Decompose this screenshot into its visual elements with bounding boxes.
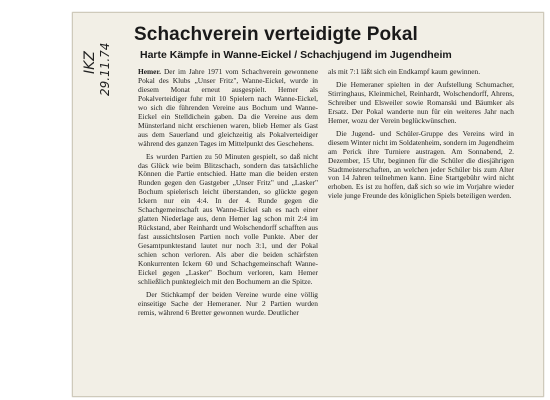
article-paragraph-text: Der im Jahre 1971 vom Schachverein gewonnene Pokal des Klubs „Unser Fritz", Wanne-Eickel, wurde in diesem Monat erneut ausgespielt. Hemer als Pokalverteidiger fuhr mit 10 Spielern nach Wanne-Eickel, wo sich die führenden Vereine aus Bochum und Wanne-Eickel ein Stelldichein gaben. Da die Vereine aus dem Münsterland nicht erschienen waren, blieb Hemer als Gast aus dem Sauerland und gleichzeitig als Pokalverteidiger während des ganzen Tages im Mittelpunkt des Geschehens. bbox=[138, 67, 318, 148]
article-paragraph: als mit 7:1 läßt sich ein Endkampf kaum gewinnen. bbox=[328, 67, 481, 76]
handwritten-annotation bbox=[76, 30, 116, 102]
article-paragraph bbox=[138, 68, 318, 149]
article-dateline: Hemer. bbox=[138, 67, 161, 76]
handwritten-source: IKZ bbox=[82, 51, 98, 74]
article-paragraph: Der Stichkampf der beiden Vereine wurde eine völlig einseitige Sache der Hemeraner. Nur 2 Partien wurden remis, während 6 Bretter gewonnen wurde. Deutlicher bbox=[138, 289, 318, 317]
article-paragraph: Die Hemeraner spielten in der Aufstellung Schumacher, Stirringhaus, Kleinmichel, Reinhardt, Wolschendorff, Ahrens, Schreiber und Elsweiler sowie Romanski und Bäumker als Ersatz. Der Pokal wanderte nun für ein weiteres Jahr nach Hemer, wozu der Verein beglückwünschen. bbox=[328, 79, 514, 125]
article-right-column bbox=[328, 68, 514, 205]
article-headline: Schachverein verteidigte Pokal bbox=[134, 24, 418, 45]
article-subheadline: Harte Kämpfe in Wanne-Eickel / Schachjugend im Jugendheim bbox=[140, 49, 452, 61]
handwritten-date: 29.11.74 bbox=[98, 42, 112, 96]
article-paragraph: Die Jugend- und Schüler-Gruppe des Vereins wird in diesem Winter nicht im Soldatenheim, sondern im Jugendheim am Perick ihre Turniere austragen. Am Sonnabend, 2. Dezember, 15 Uhr, beginnen für die Schüler die diesjährigen Stadtmeisterschaften, an welchen jeder Schüler bis zum Alter von 14 Jahren teilnehmen kann. Eine Startgebühr wird nicht erhoben. Es ist zu hoffen, daß sich so wie im Vorjahre wieder viele junge Freunde des königlichen Spiels beteiligen werden. bbox=[328, 128, 514, 201]
article-left-column bbox=[138, 68, 318, 322]
article-paragraph: Es wurden Partien zu 50 Minuten gespielt, so daß nicht das Glück wie beim Blitzschach, sondern das tatsächliche Können die Partie entschied. Hatte man die beiden ersten Runden gegen den Gastgeber „Unser Fritz" und „Lasker" Bochum spielerisch leicht überstanden, so glückte gegen Ickern nur ein 4:4. In der 4. Runde gegen die Schachgemeinschaft aus Wanne-Eickel sah es nach einer glatten Niederlage aus, denn Hemer lag schon mit 2:4 im Rückstand, aber Reinhardt und Wolschendorff schafften aus fast aussichtslosen Partien noch volle Punkte. Aber der Gesamtpunktestand lautet nur noch 3:1, und der Pokal schien schon verloren. Als aber die beiden schärfsten Konkurrenten Ickern 60 und Schachgemeinschaft Wanne-Eickel gegen „Lasker" Bochum verloren, kam Hemer schließlich punktegleich mit den Bochumern an die Spitze. bbox=[138, 151, 318, 286]
